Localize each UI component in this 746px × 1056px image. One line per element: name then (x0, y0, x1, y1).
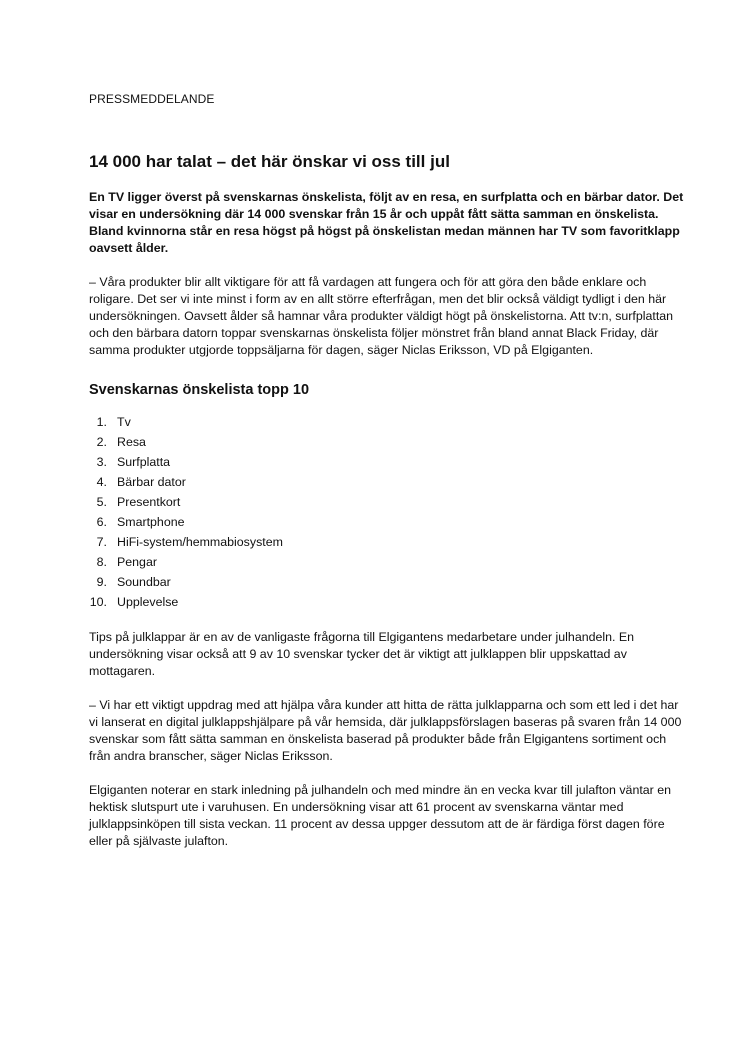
list-item-number: 3. (96, 455, 107, 469)
list-item-text: Bärbar dator (117, 475, 186, 489)
list-item-text: Soundbar (117, 575, 171, 589)
list-item-number: 4. (96, 475, 107, 489)
list-item-text: Presentkort (117, 495, 181, 509)
list-item-text: Resa (117, 435, 146, 449)
article-title: 14 000 har talat – det här önskar vi oss till jul (89, 152, 450, 171)
list-item (89, 492, 686, 512)
list-item-text: Smartphone (117, 515, 185, 529)
press-release-label: PRESSMEDDELANDE (89, 92, 215, 106)
list-item-number: 5. (96, 495, 107, 509)
list-item (89, 572, 686, 592)
list-item-text: Surfplatta (117, 455, 171, 469)
quote-paragraph-2: – Vi har ett viktigt uppdrag med att hjälpa våra kunder att hitta de rätta julklapparna och som ett led i det har vi lanserat en digital julklappshjälpare på vår hemsida, där julklappsförslagen baseras på svaren från 14 000 svenskar som fått sätta samman en önskelista baserad på produkter både från Elgigantens sortiment och från andra branscher, säger Niclas Eriksson. (89, 698, 682, 763)
list-item (89, 512, 686, 532)
list-item-number: 6. (96, 515, 107, 529)
list-item (89, 532, 686, 552)
list-item (89, 472, 686, 492)
list-item (89, 432, 686, 452)
list-item-text: Upplevelse (117, 595, 179, 609)
list-title: Svenskarnas önskelista topp 10 (89, 382, 310, 398)
list-item (89, 452, 686, 472)
list-item (89, 412, 686, 432)
quote-paragraph-1: – Våra produkter blir allt viktigare för att få vardagen att fungera och för att göra den både enklare och roligare. Det ser vi inte minst i form av en allt större efterfrågan, men det blir också väldigt tydligt i den här undersökningen. Oavsett ålder så hamnar våra produkter väldigt högt på önskelistorna. Att tv:n, surfplattan och den bärbara datorn toppar svenskarnas önskelista följer mönstret från bland annat Black Friday, där samma produkter utgjorde toppsäljarna för dagen, säger Niclas Eriksson, VD på Elgiganten. (89, 275, 674, 357)
list-item-number: 7. (96, 535, 107, 549)
list-item (89, 552, 686, 572)
list-item-text: HiFi-system/hemmabiosystem (117, 535, 283, 549)
list-item (89, 592, 686, 612)
list-item-number: 8. (96, 555, 107, 569)
list-item-number: 10. (89, 595, 107, 609)
top-ten-list (89, 412, 686, 612)
list-item-text: Pengar (117, 555, 157, 569)
sales-paragraph: Elgiganten noterar en stark inledning på julhandeln och med mindre än en vecka kvar till julafton väntar en hektisk slutspurt ute i varuhusen. En undersökning visar att 61 procent av svenskarna väntar med julklappsinköpen till sista veckan. 11 procent av dessa uppger dessutom att de är färdiga först dagen före eller på självaste julafton. (89, 783, 672, 848)
tips-paragraph: Tips på julklappar är en av de vanligaste frågorna till Elgigantens medarbetare under julhandeln. En undersökning visar också att 9 av 10 svenskar tycker det är viktigt att julklappen blir uppskattad av mottagaren. (89, 630, 635, 678)
list-item-number: 9. (96, 575, 107, 589)
list-item-text: Tv (117, 415, 131, 429)
list-item-number: 2. (96, 435, 107, 449)
list-item-number: 1. (96, 415, 107, 429)
article-lead: En TV ligger överst på svenskarnas önskelista, följt av en resa, en surfplatta och en bärbar dator. Det visar en undersökning där 14 000 svenskar från 15 år och uppåt fått sätta samman en önskelista. Bland kvinnorna står en resa högst på högst på önskelistan medan männen har TV som favoritklapp oavsett ålder. (89, 190, 684, 255)
